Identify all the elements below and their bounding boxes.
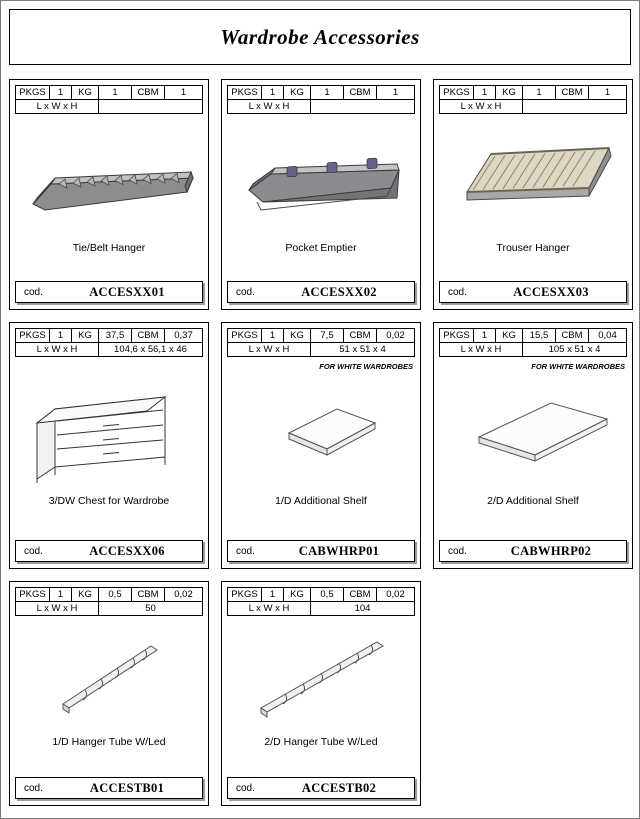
product-code: ACCESXX03 xyxy=(513,284,589,299)
product-image xyxy=(439,118,627,236)
product-code: ACCESTB01 xyxy=(89,780,165,795)
lwh-label: L x W x H xyxy=(228,100,311,114)
kg-label: KG xyxy=(284,588,311,602)
product-note: FOR WHITE WARDROBES xyxy=(319,362,413,371)
product-caption: 2/D Hanger Tube W/Led xyxy=(264,736,378,748)
kg-label: KG xyxy=(284,86,311,100)
kg-label: KG xyxy=(72,588,99,602)
product-card-pocket-emptier[interactable] xyxy=(221,79,421,310)
cbm-value: 0,04 xyxy=(589,329,627,343)
product-code: CABWHRP02 xyxy=(510,543,592,558)
cod-label: cod. xyxy=(448,545,467,557)
spec-table xyxy=(227,587,415,616)
kg-label: KG xyxy=(284,329,311,343)
product-code-box xyxy=(227,281,415,303)
spec-table xyxy=(227,328,415,357)
tie-belt-hanger-icon xyxy=(15,118,205,236)
product-card-2d-hanger-tube[interactable] xyxy=(221,581,421,806)
product-caption: Pocket Emptier xyxy=(285,242,357,254)
pkgs-label: PKGS xyxy=(16,588,50,602)
kg-value: 1 xyxy=(311,86,344,100)
cbm-value: 0,02 xyxy=(165,588,203,602)
cbm-label: CBM xyxy=(556,86,589,100)
product-caption: 3/DW Chest for Wardrobe xyxy=(48,495,170,507)
kg-value: 37,5 xyxy=(99,329,132,343)
product-code: CABWHRP01 xyxy=(298,543,380,558)
lwh-value: 51 x 51 x 4 xyxy=(311,343,415,357)
lwh-label: L x W x H xyxy=(440,343,523,357)
kg-value: 1 xyxy=(99,86,132,100)
product-code-box xyxy=(15,281,203,303)
lwh-label: L x W x H xyxy=(16,100,99,114)
product-caption: 1/D Additional Shelf xyxy=(275,495,367,507)
kg-label: KG xyxy=(496,329,523,343)
product-image xyxy=(227,620,415,730)
cbm-label: CBM xyxy=(344,86,377,100)
product-image xyxy=(227,118,415,236)
lwh-label: L x W x H xyxy=(228,602,311,616)
product-card-chest-for-wardrobe[interactable] xyxy=(9,322,209,569)
double-shelf-icon xyxy=(439,361,629,489)
product-code-box xyxy=(439,281,627,303)
kg-label: KG xyxy=(72,329,99,343)
product-image xyxy=(15,118,203,236)
pkgs-value: 1 xyxy=(262,588,284,602)
cod-label: cod. xyxy=(236,782,255,794)
product-code-box xyxy=(227,540,415,562)
product-caption: 2/D Additional Shelf xyxy=(487,495,579,507)
product-image xyxy=(227,361,415,489)
cbm-value: 0,37 xyxy=(165,329,203,343)
pkgs-label: PKGS xyxy=(228,588,262,602)
product-code: ACCESXX02 xyxy=(301,284,377,299)
product-caption: 1/D Hanger Tube W/Led xyxy=(52,736,166,748)
page-title: Wardrobe Accessories xyxy=(220,24,420,49)
pkgs-label: PKGS xyxy=(228,86,262,100)
lwh-value: 50 xyxy=(99,602,203,616)
hanger-tube-long-icon xyxy=(227,620,417,730)
empty-grid-slot xyxy=(433,581,633,806)
spec-table xyxy=(15,85,203,114)
trouser-hanger-icon xyxy=(439,118,629,236)
lwh-value xyxy=(99,100,203,114)
cod-label: cod. xyxy=(24,286,43,298)
product-row xyxy=(9,322,633,569)
single-shelf-icon xyxy=(227,361,417,489)
spec-table xyxy=(439,85,627,114)
product-image xyxy=(15,620,203,730)
hanger-tube-short-icon xyxy=(15,620,205,730)
lwh-label: L x W x H xyxy=(440,100,523,114)
cod-label: cod. xyxy=(24,545,43,557)
product-card-2d-additional-shelf[interactable] xyxy=(433,322,633,569)
spec-table xyxy=(15,328,203,357)
pkgs-value: 1 xyxy=(474,329,496,343)
product-card-tie-belt-hanger[interactable] xyxy=(9,79,209,310)
product-caption: Tie/Belt Hanger xyxy=(72,242,146,254)
pkgs-value: 1 xyxy=(474,86,496,100)
lwh-value xyxy=(311,100,415,114)
pkgs-value: 1 xyxy=(262,329,284,343)
cbm-label: CBM xyxy=(344,329,377,343)
product-image xyxy=(439,361,627,489)
pkgs-label: PKGS xyxy=(16,86,50,100)
pkgs-value: 1 xyxy=(50,329,72,343)
product-card-1d-additional-shelf[interactable] xyxy=(221,322,421,569)
pkgs-label: PKGS xyxy=(16,329,50,343)
cbm-label: CBM xyxy=(344,588,377,602)
cbm-label: CBM xyxy=(132,329,165,343)
product-row xyxy=(9,79,633,310)
product-card-1d-hanger-tube[interactable] xyxy=(9,581,209,806)
cbm-value: 1 xyxy=(589,86,627,100)
cod-label: cod. xyxy=(236,286,255,298)
product-code: ACCESTB02 xyxy=(301,780,377,795)
kg-value: 7,5 xyxy=(311,329,344,343)
cbm-value: 1 xyxy=(165,86,203,100)
pocket-emptier-icon xyxy=(227,118,417,236)
chest-of-drawers-icon xyxy=(15,361,205,489)
spec-table xyxy=(15,587,203,616)
cbm-value: 1 xyxy=(377,86,415,100)
product-image xyxy=(15,361,203,489)
lwh-value: 105 x 51 x 4 xyxy=(523,343,627,357)
kg-label: KG xyxy=(496,86,523,100)
product-code-box xyxy=(439,540,627,562)
pkgs-label: PKGS xyxy=(440,86,474,100)
kg-label: KG xyxy=(72,86,99,100)
product-note: FOR WHITE WARDROBES xyxy=(531,362,625,371)
lwh-value: 104 xyxy=(311,602,415,616)
cod-label: cod. xyxy=(448,286,467,298)
product-code: ACCESXX01 xyxy=(89,284,165,299)
pkgs-label: PKGS xyxy=(440,329,474,343)
pkgs-label: PKGS xyxy=(228,329,262,343)
product-code: ACCESXX06 xyxy=(89,543,165,558)
product-code-box xyxy=(15,777,203,799)
lwh-label: L x W x H xyxy=(16,343,99,357)
cod-label: cod. xyxy=(236,545,255,557)
product-code-box xyxy=(15,540,203,562)
lwh-value: 104,6 x 56,1 x 46 xyxy=(99,343,203,357)
cbm-label: CBM xyxy=(132,86,165,100)
product-grid xyxy=(9,79,633,818)
spec-table xyxy=(227,85,415,114)
product-caption: Trouser Hanger xyxy=(496,242,570,254)
cbm-value: 0,02 xyxy=(377,329,415,343)
cod-label: cod. xyxy=(24,782,43,794)
cbm-label: CBM xyxy=(556,329,589,343)
kg-value: 0,5 xyxy=(311,588,344,602)
kg-value: 0,5 xyxy=(99,588,132,602)
kg-value: 1 xyxy=(523,86,556,100)
pkgs-value: 1 xyxy=(50,588,72,602)
product-code-box xyxy=(227,777,415,799)
spec-table xyxy=(439,328,627,357)
page-title-banner xyxy=(9,9,631,65)
lwh-label: L x W x H xyxy=(228,343,311,357)
kg-value: 15,5 xyxy=(523,329,556,343)
product-card-trouser-hanger[interactable] xyxy=(433,79,633,310)
pkgs-value: 1 xyxy=(262,86,284,100)
lwh-label: L x W x H xyxy=(16,602,99,616)
pkgs-value: 1 xyxy=(50,86,72,100)
lwh-value xyxy=(523,100,627,114)
cbm-label: CBM xyxy=(132,588,165,602)
cbm-value: 0,02 xyxy=(377,588,415,602)
product-row xyxy=(9,581,633,806)
